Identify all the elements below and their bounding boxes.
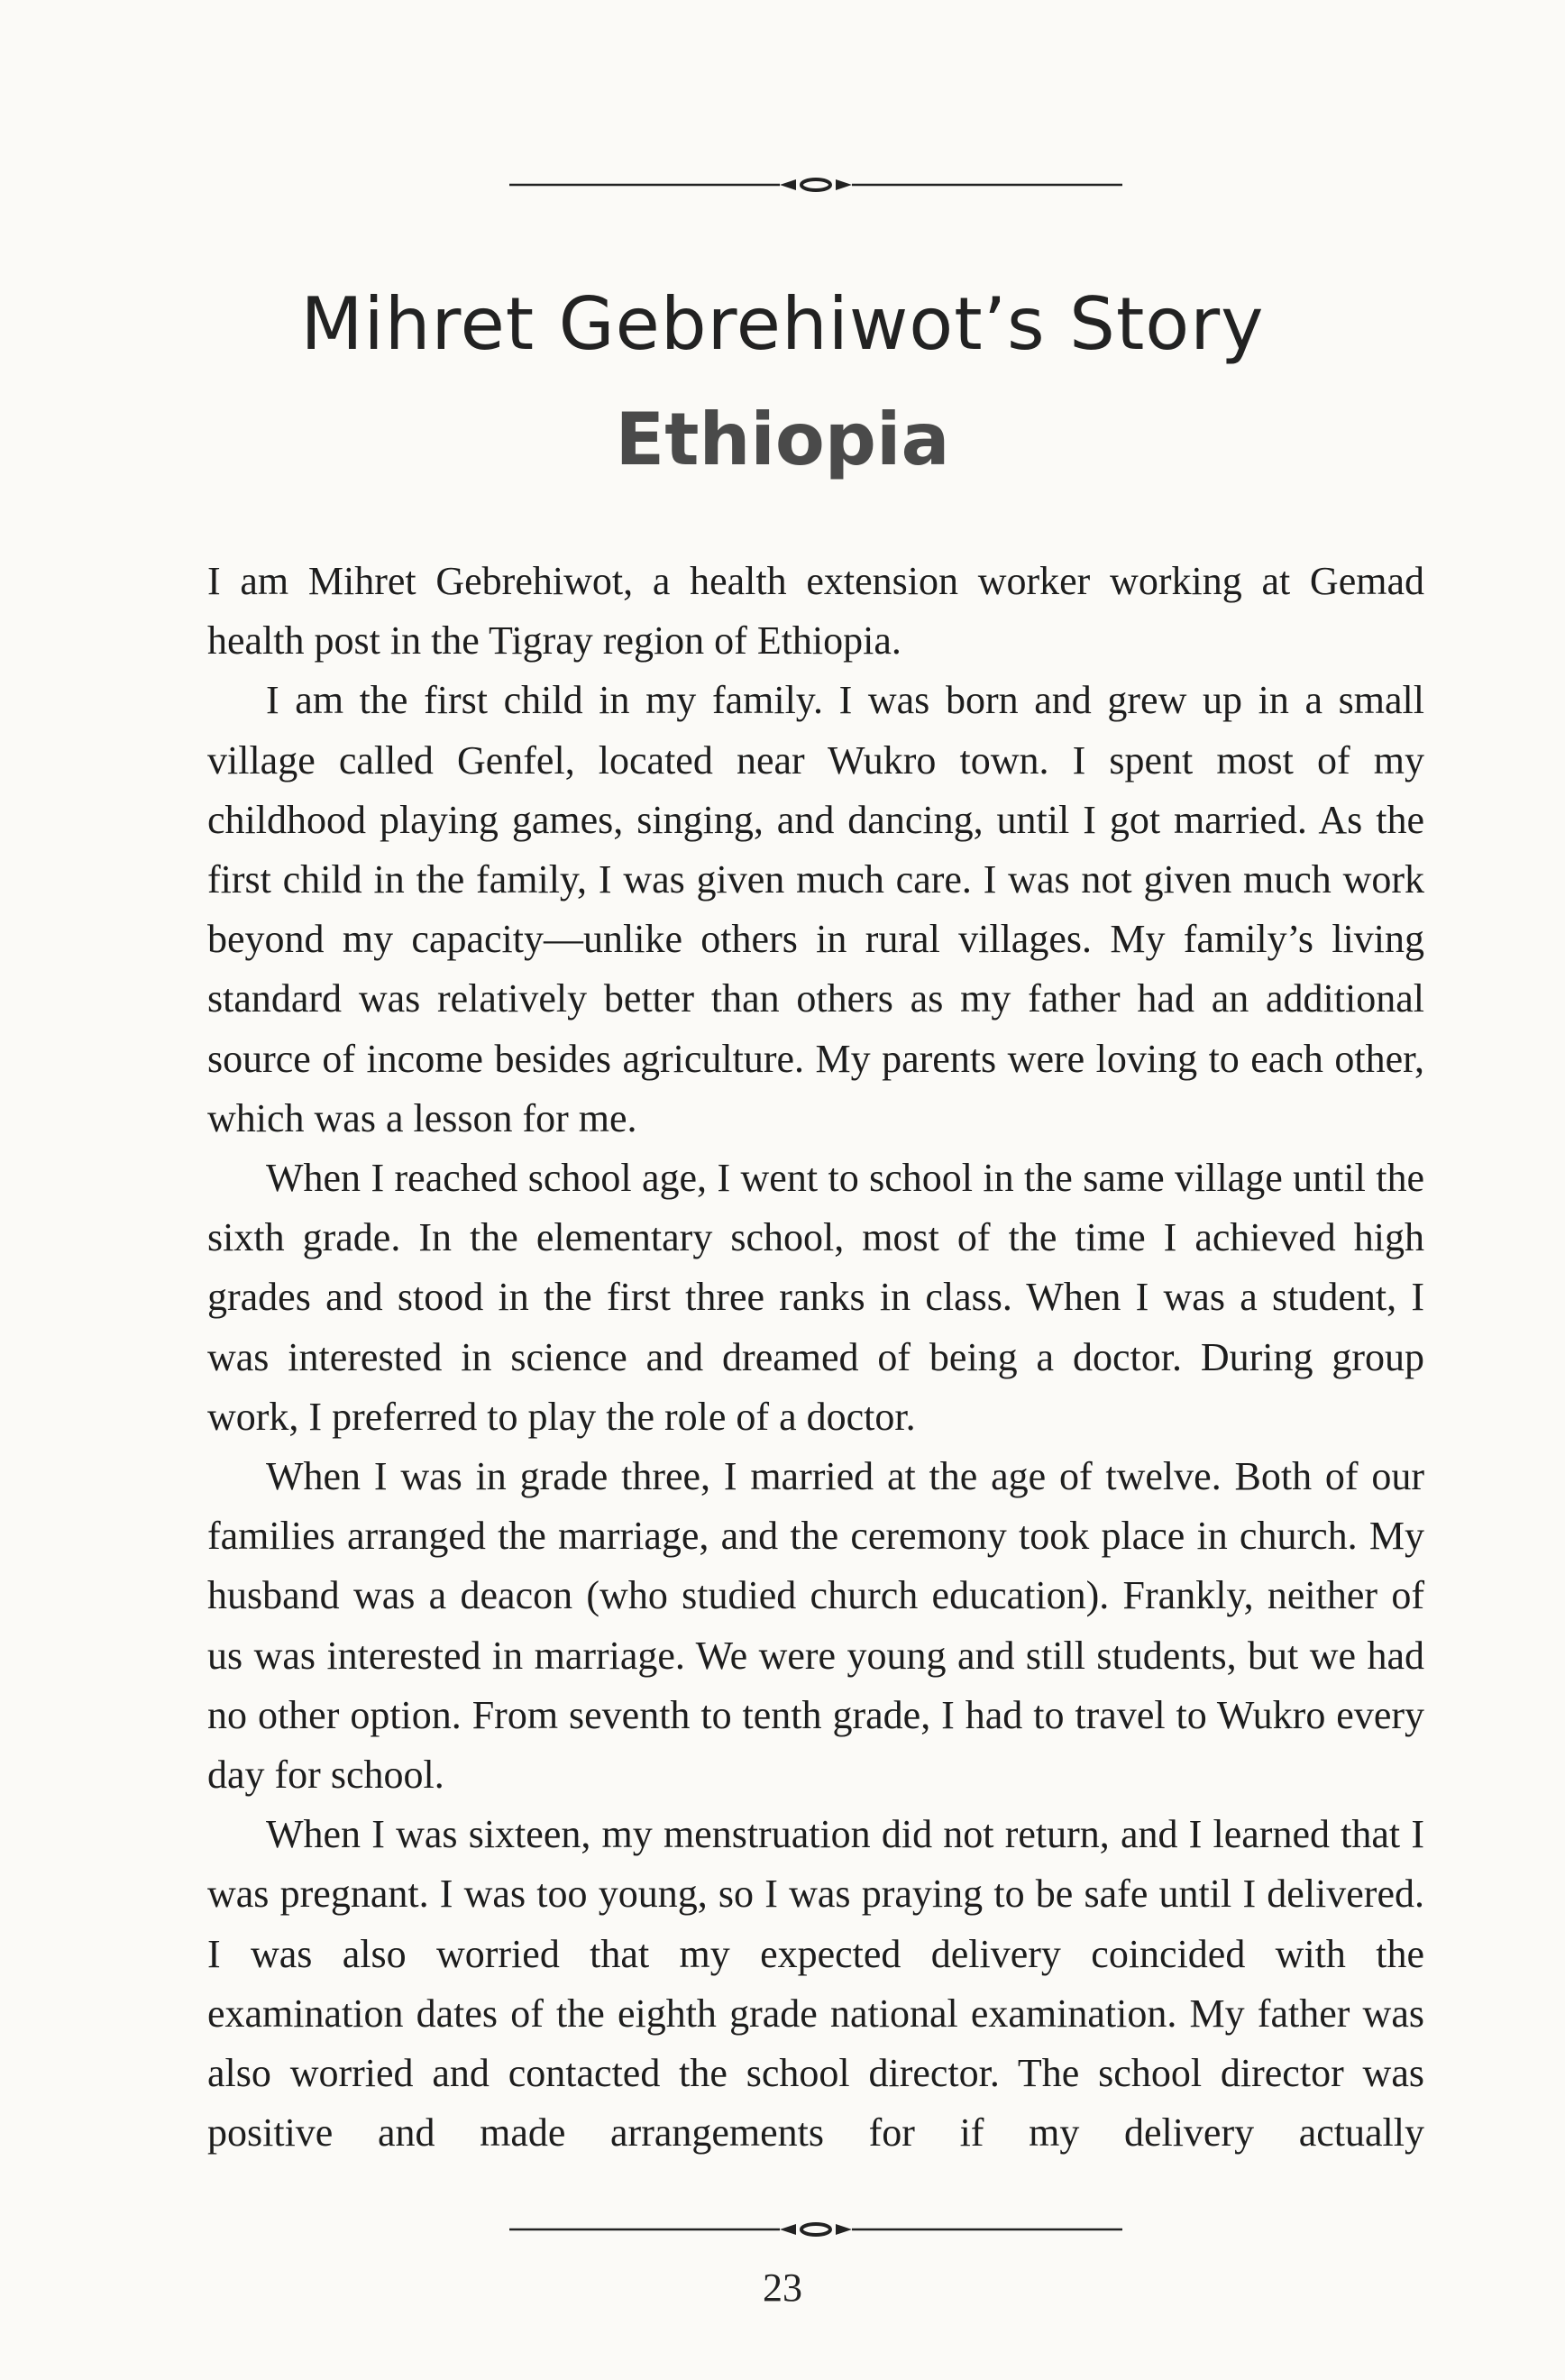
bottom-divider-ornament	[509, 2216, 1122, 2243]
paragraph: When I was in grade three, I married at the age of twelve. Both of our families arranged the marriage, and the ceremony took place in church. My husband was a deacon (who studied church education). Frankly, neither of us was interested in marriage. We were young and still students, but we had no other option. From seventh to tenth grade, I had to travel to Wukro every day for school.	[207, 1454, 1424, 1798]
story-title: Mihret Gebrehiwot’s Story	[300, 282, 1265, 366]
story-country: Ethiopia	[615, 398, 950, 481]
top-divider-ornament	[509, 171, 1122, 198]
story-body	[207, 552, 1424, 2163]
paragraph: When I was sixteen, my menstruation did not return, and I learned that I was pregnant. I was too young, so I was praying to be safe until I delivered. I was also worried that my expected delivery coincided with the examination dates of the eighth grade national examination. My father was also worried and contacted the school director. The school director was positive and made arrangements for if my delivery actually	[207, 1812, 1424, 2156]
paragraph: When I reached school age, I went to school in the same village until the sixth grade. In the elementary school, most of the time I achieved high grades and stood in the first three ranks in class. When I was a student, I was interested in science and dreamed of being a doctor. During group work, I preferred to play the role of a doctor.	[207, 1156, 1424, 1439]
page-number: 23	[763, 2266, 802, 2310]
paragraph: I am Mihret Gebrehiwot, a health extension worker working at Gemad health post in the Tigray region of Ethiopia.	[207, 559, 1424, 664]
paragraph: I am the first child in my family. I was born and grew up in a small village called Genfel, located near Wukro town. I spent most of my childhood playing games, singing, and dancing, until I got married. As the first child in the family, I was given much care. I was not given much work beyond my capacity—unlike others in rural villages. My family’s living standard was relatively better than others as my father had an additional source of income besides agriculture. My parents were loving to each other, which was a lesson for me.	[207, 678, 1424, 1140]
